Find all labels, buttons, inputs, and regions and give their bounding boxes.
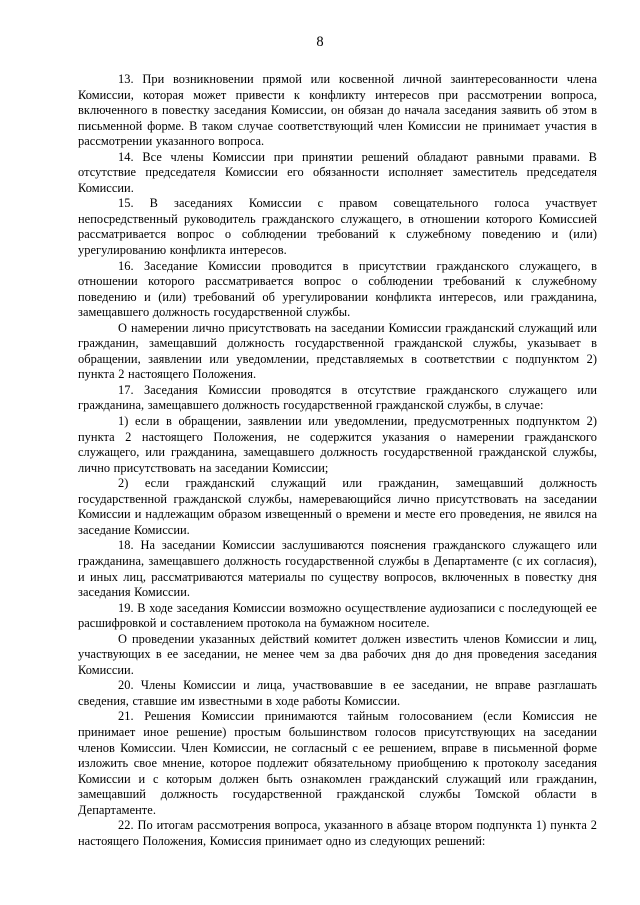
paragraph-15: 15. В заседаниях Комиссии с правом совещательного голоса участвует непосредственный руководитель гражданского служащего, в отношении которого Комиссией рассматривается вопрос о соблюдении требований к служебному поведению и (или) урегулированию конфликта интересов. — [78, 196, 597, 258]
paragraph-16-intent: О намерении лично присутствовать на заседании Комиссии гражданский служащий или гражданин, замещавший должность государственной гражданской службы, указывает в обращении, заявлении или уведомлении, представляемых в соответствии с подпунктом 2) пункта 2 настоящего Положения. — [78, 320, 597, 382]
paragraph-20: 20. Члены Комиссии и лица, участвовавшие в ее заседании, не вправе разглашать сведения, ставшие им известными в ходе работы Комиссии. — [78, 678, 597, 708]
paragraph-17: 17. Заседания Комиссии проводятся в отсутствие гражданского служащего или гражданина, замещавшего должность государственной гражданской службы, в случае: — [78, 382, 597, 413]
paragraph-19-notice: О проведении указанных действий комитет должен известить членов Комиссии и лиц, участвующих в ее заседании, не менее чем за два рабочих дня до дня проведения заседания Комиссии. — [78, 631, 597, 677]
paragraph-16: 16. Заседание Комиссии проводится в присутствии гражданского служащего, в отношении которого рассматривается вопрос о соблюдении требований к служебному поведению и (или) требований об урегулировании конфликта интересов, или гражданина, замещавшего должность государственной службы. — [78, 258, 597, 320]
paragraph-17-item-2: 2) если гражданский служащий или гражданин, замещавший должность государственной гражданской службы, намеревающийся лично присутствовать на заседании Комиссии и надлежащим образом извещенный о времени и месте его проведения, не явился на заседание Комиссии. — [78, 476, 597, 537]
paragraph-21: 21. Решения Комиссии принимаются тайным голосованием (если Комиссия не принимает иное решение) простым большинством голосов присутствующих на заседании членов Комиссии. Член Комиссии, не согласный с ее решением, вправе в письменной форме изложить свое мнение, которое подлежит обязательному приобщению к протоколу заседания Комиссии и с которым должен быть ознакомлен гражданский служащий или гражданин, замещавший должность государственной гражданской службы Томской области в Департаменте. — [78, 709, 597, 817]
paragraph-19: 19. В ходе заседания Комиссии возможно осуществление аудиозаписи с последующей ее расшифровкой и составлением протокола на бумажном носителе. — [78, 600, 597, 631]
paragraph-17-item-1: 1) если в обращении, заявлении или уведомлении, предусмотренных подпунктом 2) пункта 2 настоящего Положения, не содержится указания о намерении гражданского служащего, или гражданина, замещавшего должность государственной гражданской службы, лично присутствовать на заседании Комиссии; — [78, 414, 597, 475]
page-number: 8 — [316, 34, 324, 50]
paragraph-22: 22. По итогам рассмотрения вопроса, указанного в абзаце втором подпункта 1) пункта 2 настоящего Положения, Комиссия принимает одно из следующих решений: — [78, 818, 597, 848]
paragraph-18: 18. На заседании Комиссии заслушиваются пояснения гражданского служащего или гражданина, замещавшего должность государственной службы в Департаменте (с их согласия), и иных лиц, рассматриваются материалы по существу вопросов, включенных в повестку дня заседания Комиссии. — [78, 538, 597, 600]
paragraph-14: 14. Все члены Комиссии при принятии решений обладают равными правами. В отсутствие председателя Комиссии его обязанности исполняет заместитель председателя Комиссии. — [78, 149, 597, 195]
paragraph-13: 13. При возникновении прямой или косвенной личной заинтересованности члена Комиссии, которая может привести к конфликту интересов при рассмотрении вопроса, включенного в повестку заседания Комиссии, он обязан до начала заседания заявить об этом в письменной форме. В таком случае соответствующий член Комиссии не принимает участия в рассмотрении указанного вопроса. — [78, 72, 597, 149]
document-body — [78, 72, 597, 849]
